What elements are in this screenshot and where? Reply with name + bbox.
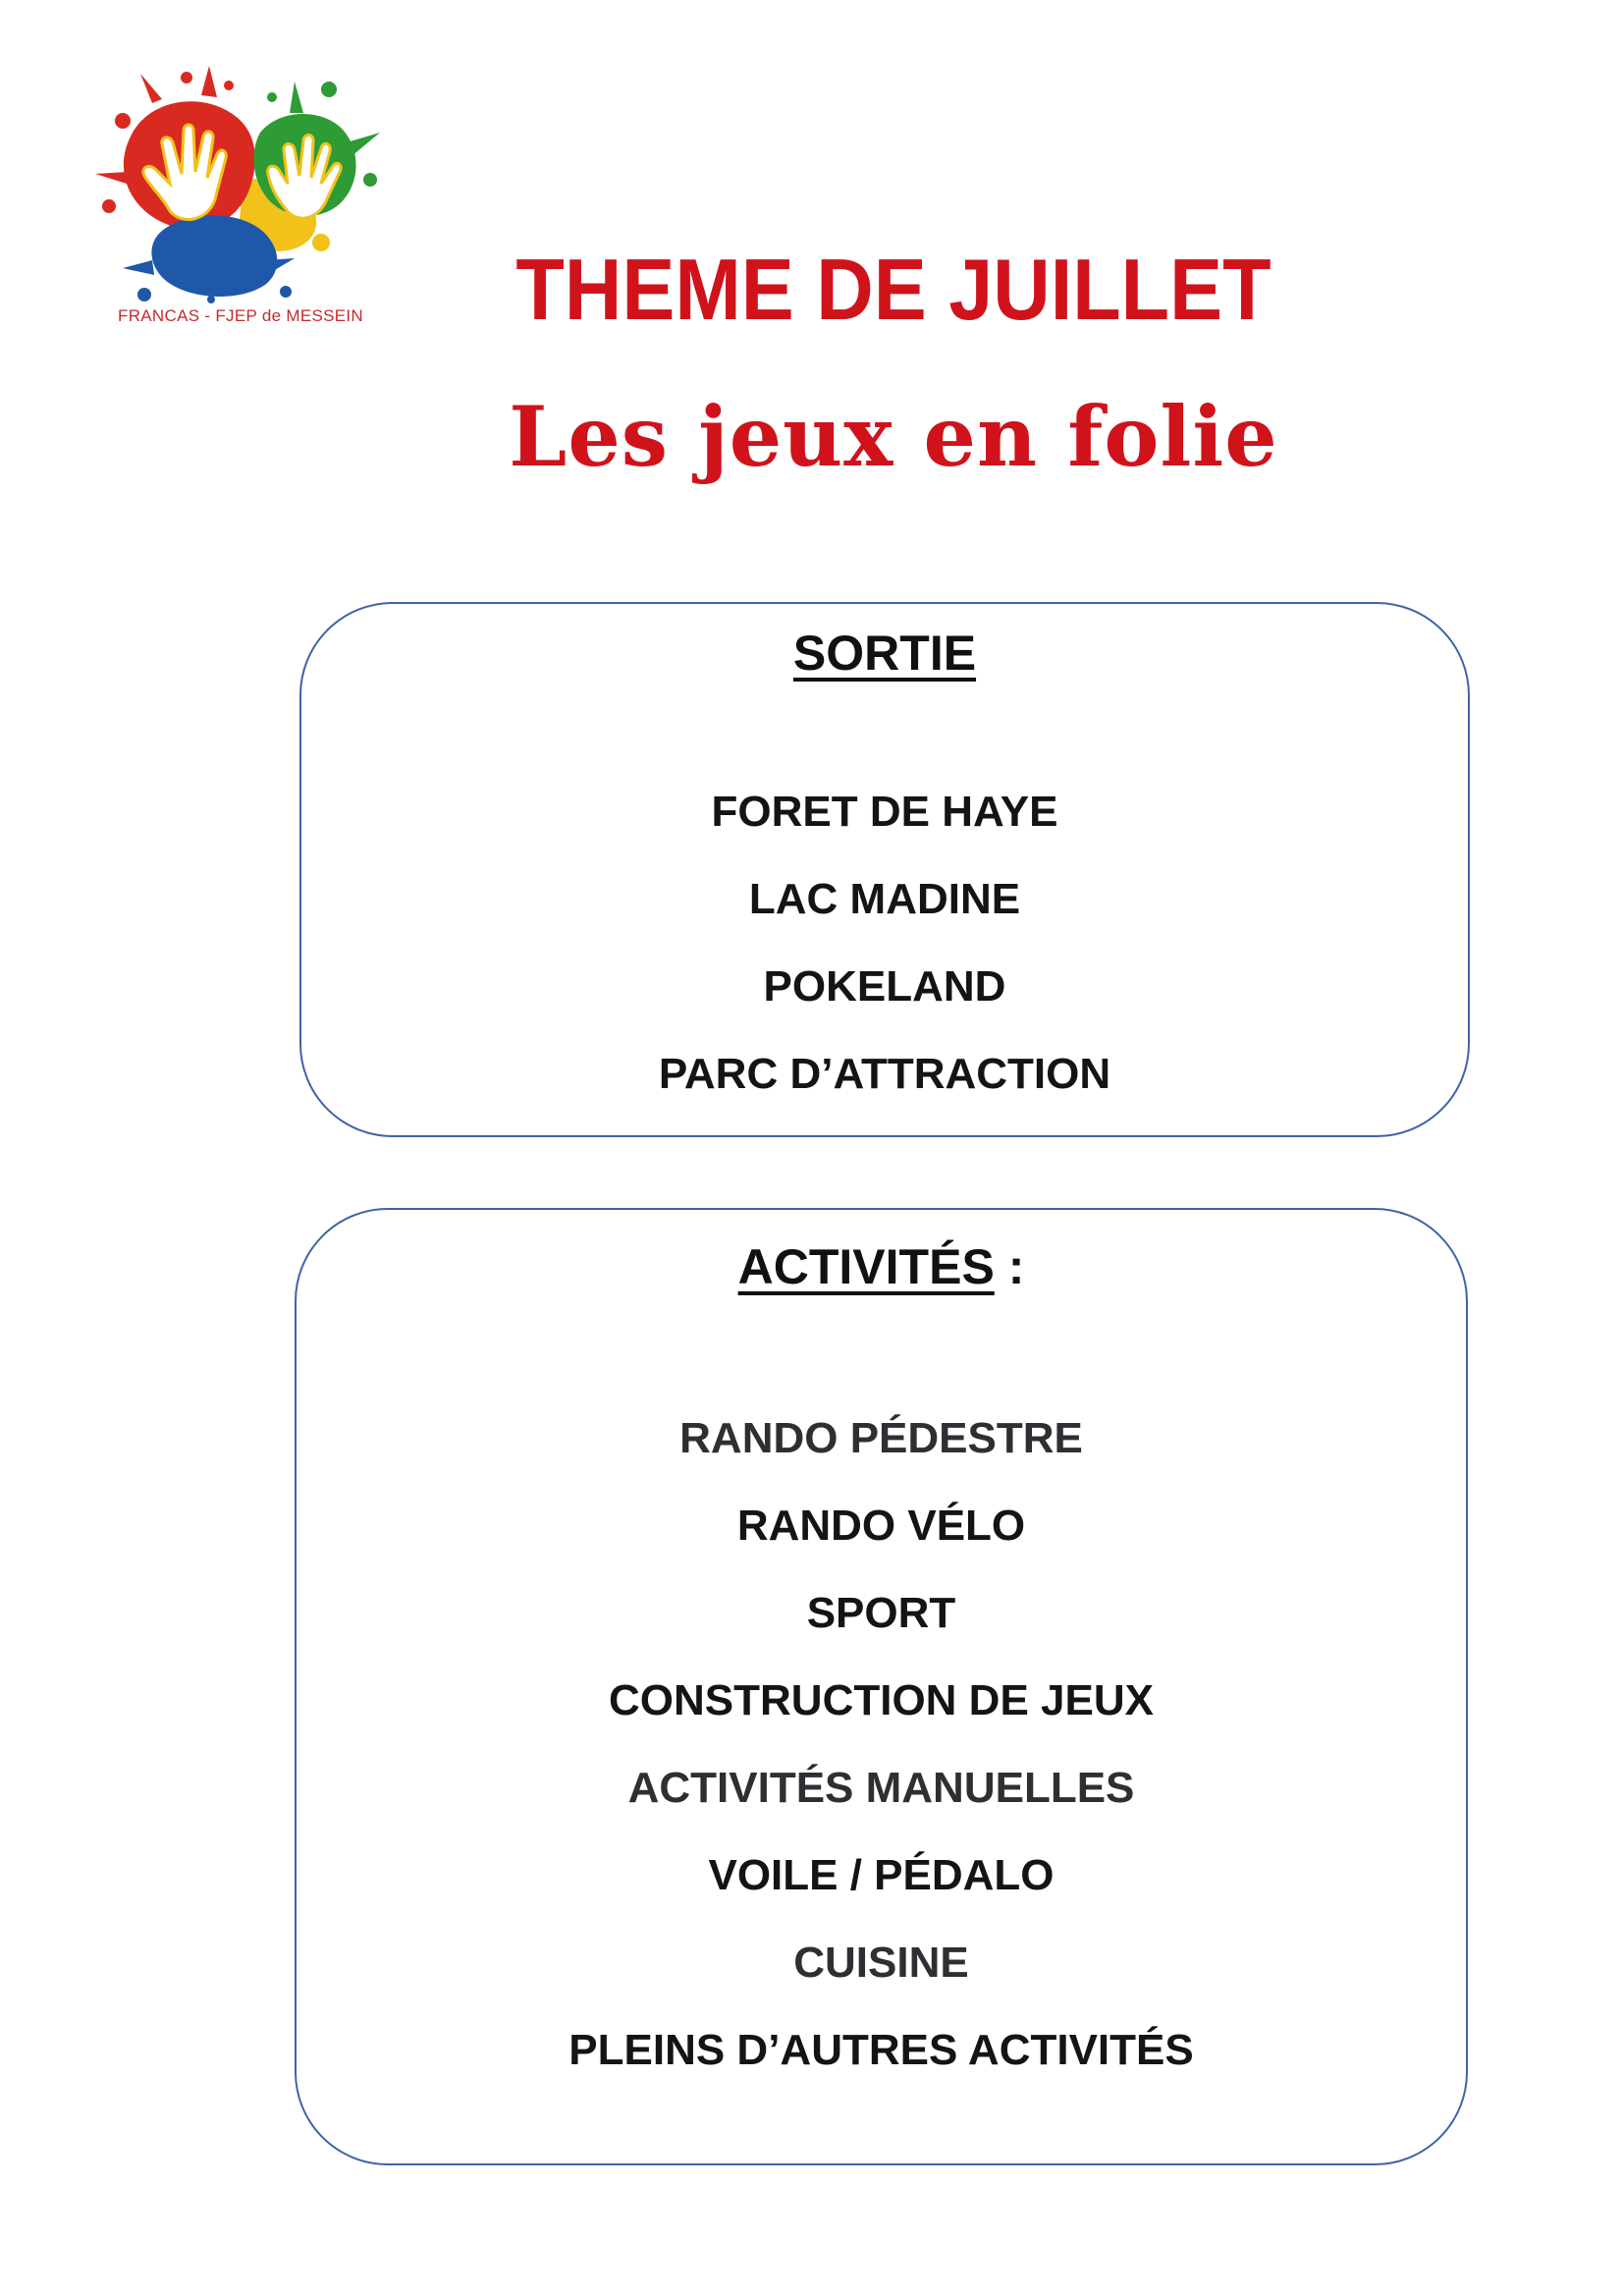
activites-heading: [297, 1237, 1466, 1296]
activite-item-rando-pedestre: RANDO PÉDESTRE: [679, 1414, 1083, 1462]
sortie-list: [301, 768, 1468, 1118]
sortie-heading-text: SORTIE: [792, 626, 977, 681]
page-title: THEME DE JUILLET: [515, 241, 1271, 338]
activite-item-sport: SPORT: [806, 1589, 956, 1637]
sortie-heading: [301, 624, 1468, 683]
activite-item-pleins-autres-activites: PLEINS D’AUTRES ACTIVITÉS: [568, 2026, 1194, 2074]
activite-item-voile-pedalo: VOILE / PÉDALO: [708, 1851, 1055, 1899]
sortie-box: [299, 602, 1470, 1137]
activite-item-cuisine: CUISINE: [793, 1939, 969, 1987]
sortie-item-lac-madine: LAC MADINE: [748, 875, 1021, 923]
page-subtitle: Les jeux en folie: [509, 388, 1278, 485]
activite-item-activites-manuelles: ACTIVITÉS MANUELLES: [627, 1764, 1135, 1812]
sortie-item-parc-attraction: PARC D’ATTRACTION: [658, 1050, 1111, 1098]
activite-item-rando-velo: RANDO VÉLO: [736, 1502, 1026, 1550]
activites-box: [295, 1208, 1468, 2165]
activite-item-construction-de-jeux: CONSTRUCTION DE JEUX: [609, 1676, 1154, 1724]
activites-heading-text: ACTIVITÉS: [737, 1239, 995, 1294]
logo-caption: FRANCAS - FJEP de MESSEIN: [118, 306, 363, 325]
francas-logo: [93, 64, 388, 339]
activites-list: [297, 1394, 1466, 2094]
paint-splash-hands-icon: [93, 64, 388, 304]
activites-heading-colon: :: [994, 1239, 1025, 1294]
sortie-item-foret-de-haye: FORET DE HAYE: [711, 788, 1058, 836]
sortie-item-pokeland: POKELAND: [763, 962, 1006, 1011]
